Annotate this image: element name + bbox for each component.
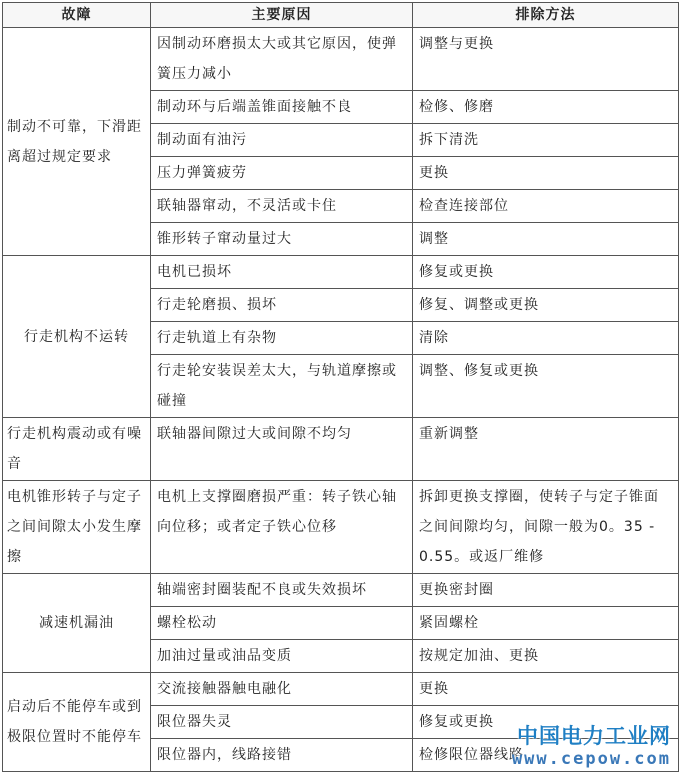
fix-cell: 更换 xyxy=(413,673,679,706)
fix-cell: 按规定加油、更换 xyxy=(413,640,679,673)
cause-cell: 轴端密封圈装配不良或失效损坏 xyxy=(151,574,413,607)
cause-cell: 压力弹簧疲劳 xyxy=(151,157,413,190)
fix-cell: 检修、修磨 xyxy=(413,91,679,124)
cause-cell: 加油过量或油品变质 xyxy=(151,640,413,673)
cause-cell: 电机上支撑圈磨损严重：转子铁心轴向位移；或者定子铁心位移 xyxy=(151,481,413,574)
cause-cell: 联轴器窜动，不灵活或卡住 xyxy=(151,190,413,223)
cause-cell: 限位器内，线路接错 xyxy=(151,739,413,772)
cause-cell: 行走轮磨损、损坏 xyxy=(151,289,413,322)
fix-cell: 重新调整 xyxy=(413,418,679,481)
header-fault: 故障 xyxy=(3,3,151,28)
fix-cell: 更换 xyxy=(413,157,679,190)
table-body xyxy=(3,28,679,772)
cause-cell: 螺栓松动 xyxy=(151,607,413,640)
fix-cell: 拆下清洗 xyxy=(413,124,679,157)
fix-cell: 调整、修复或更换 xyxy=(413,355,679,418)
header-fix: 排除方法 xyxy=(413,3,679,28)
cause-cell: 锥形转子窜动量过大 xyxy=(151,223,413,256)
fault-cell: 减速机漏油 xyxy=(3,574,151,673)
watermark-url: www.cepow.com xyxy=(511,749,671,769)
cause-cell: 行走轨道上有杂物 xyxy=(151,322,413,355)
fix-cell: 调整 xyxy=(413,223,679,256)
fault-cell: 行走机构不运转 xyxy=(3,256,151,418)
fix-cell: 清除 xyxy=(413,322,679,355)
fault-cell: 启动后不能停车或到极限位置时不能停车 xyxy=(3,673,151,772)
table-row xyxy=(3,574,679,607)
fix-cell: 紧固螺栓 xyxy=(413,607,679,640)
cause-cell: 限位器失灵 xyxy=(151,706,413,739)
fix-cell: 修复或更换 xyxy=(413,706,679,739)
fix-cell: 修复、调整或更换 xyxy=(413,289,679,322)
fix-cell: 调整与更换 xyxy=(413,28,679,91)
table-row xyxy=(3,256,679,289)
cause-cell: 行走轮安装误差太大，与轨道摩擦或碰撞 xyxy=(151,355,413,418)
header-cause: 主要原因 xyxy=(151,3,413,28)
cause-cell: 因制动环磨损太大或其它原因，使弹簧压力减小 xyxy=(151,28,413,91)
table-row xyxy=(3,418,679,481)
fault-cell: 行走机构震动或有噪音 xyxy=(3,418,151,481)
cause-cell: 联轴器间隙过大或间隙不均匀 xyxy=(151,418,413,481)
cause-cell: 电机已损坏 xyxy=(151,256,413,289)
header-row xyxy=(3,3,679,28)
fault-cell: 电机锥形转子与定子之间间隙太小发生摩擦 xyxy=(3,481,151,574)
table-row xyxy=(3,28,679,91)
table-row xyxy=(3,481,679,574)
fix-cell: 更换密封圈 xyxy=(413,574,679,607)
cause-cell: 制动面有油污 xyxy=(151,124,413,157)
watermark-site-name: 中国电力工业网 xyxy=(517,724,671,748)
fix-cell: 检修限位器线路 xyxy=(413,739,679,772)
cause-cell: 交流接触器触电融化 xyxy=(151,673,413,706)
cause-cell: 制动环与后端盖锥面接触不良 xyxy=(151,91,413,124)
fault-table xyxy=(2,2,679,772)
fault-cell: 制动不可靠，下滑距离超过规定要求 xyxy=(3,28,151,256)
table-row xyxy=(3,673,679,706)
fix-cell: 修复或更换 xyxy=(413,256,679,289)
fix-cell: 检查连接部位 xyxy=(413,190,679,223)
fix-cell: 拆卸更换支撑圈，使转子与定子锥面之间间隙均匀，间隙一般为0。35 - 0.55。或返厂维修 xyxy=(413,481,679,574)
